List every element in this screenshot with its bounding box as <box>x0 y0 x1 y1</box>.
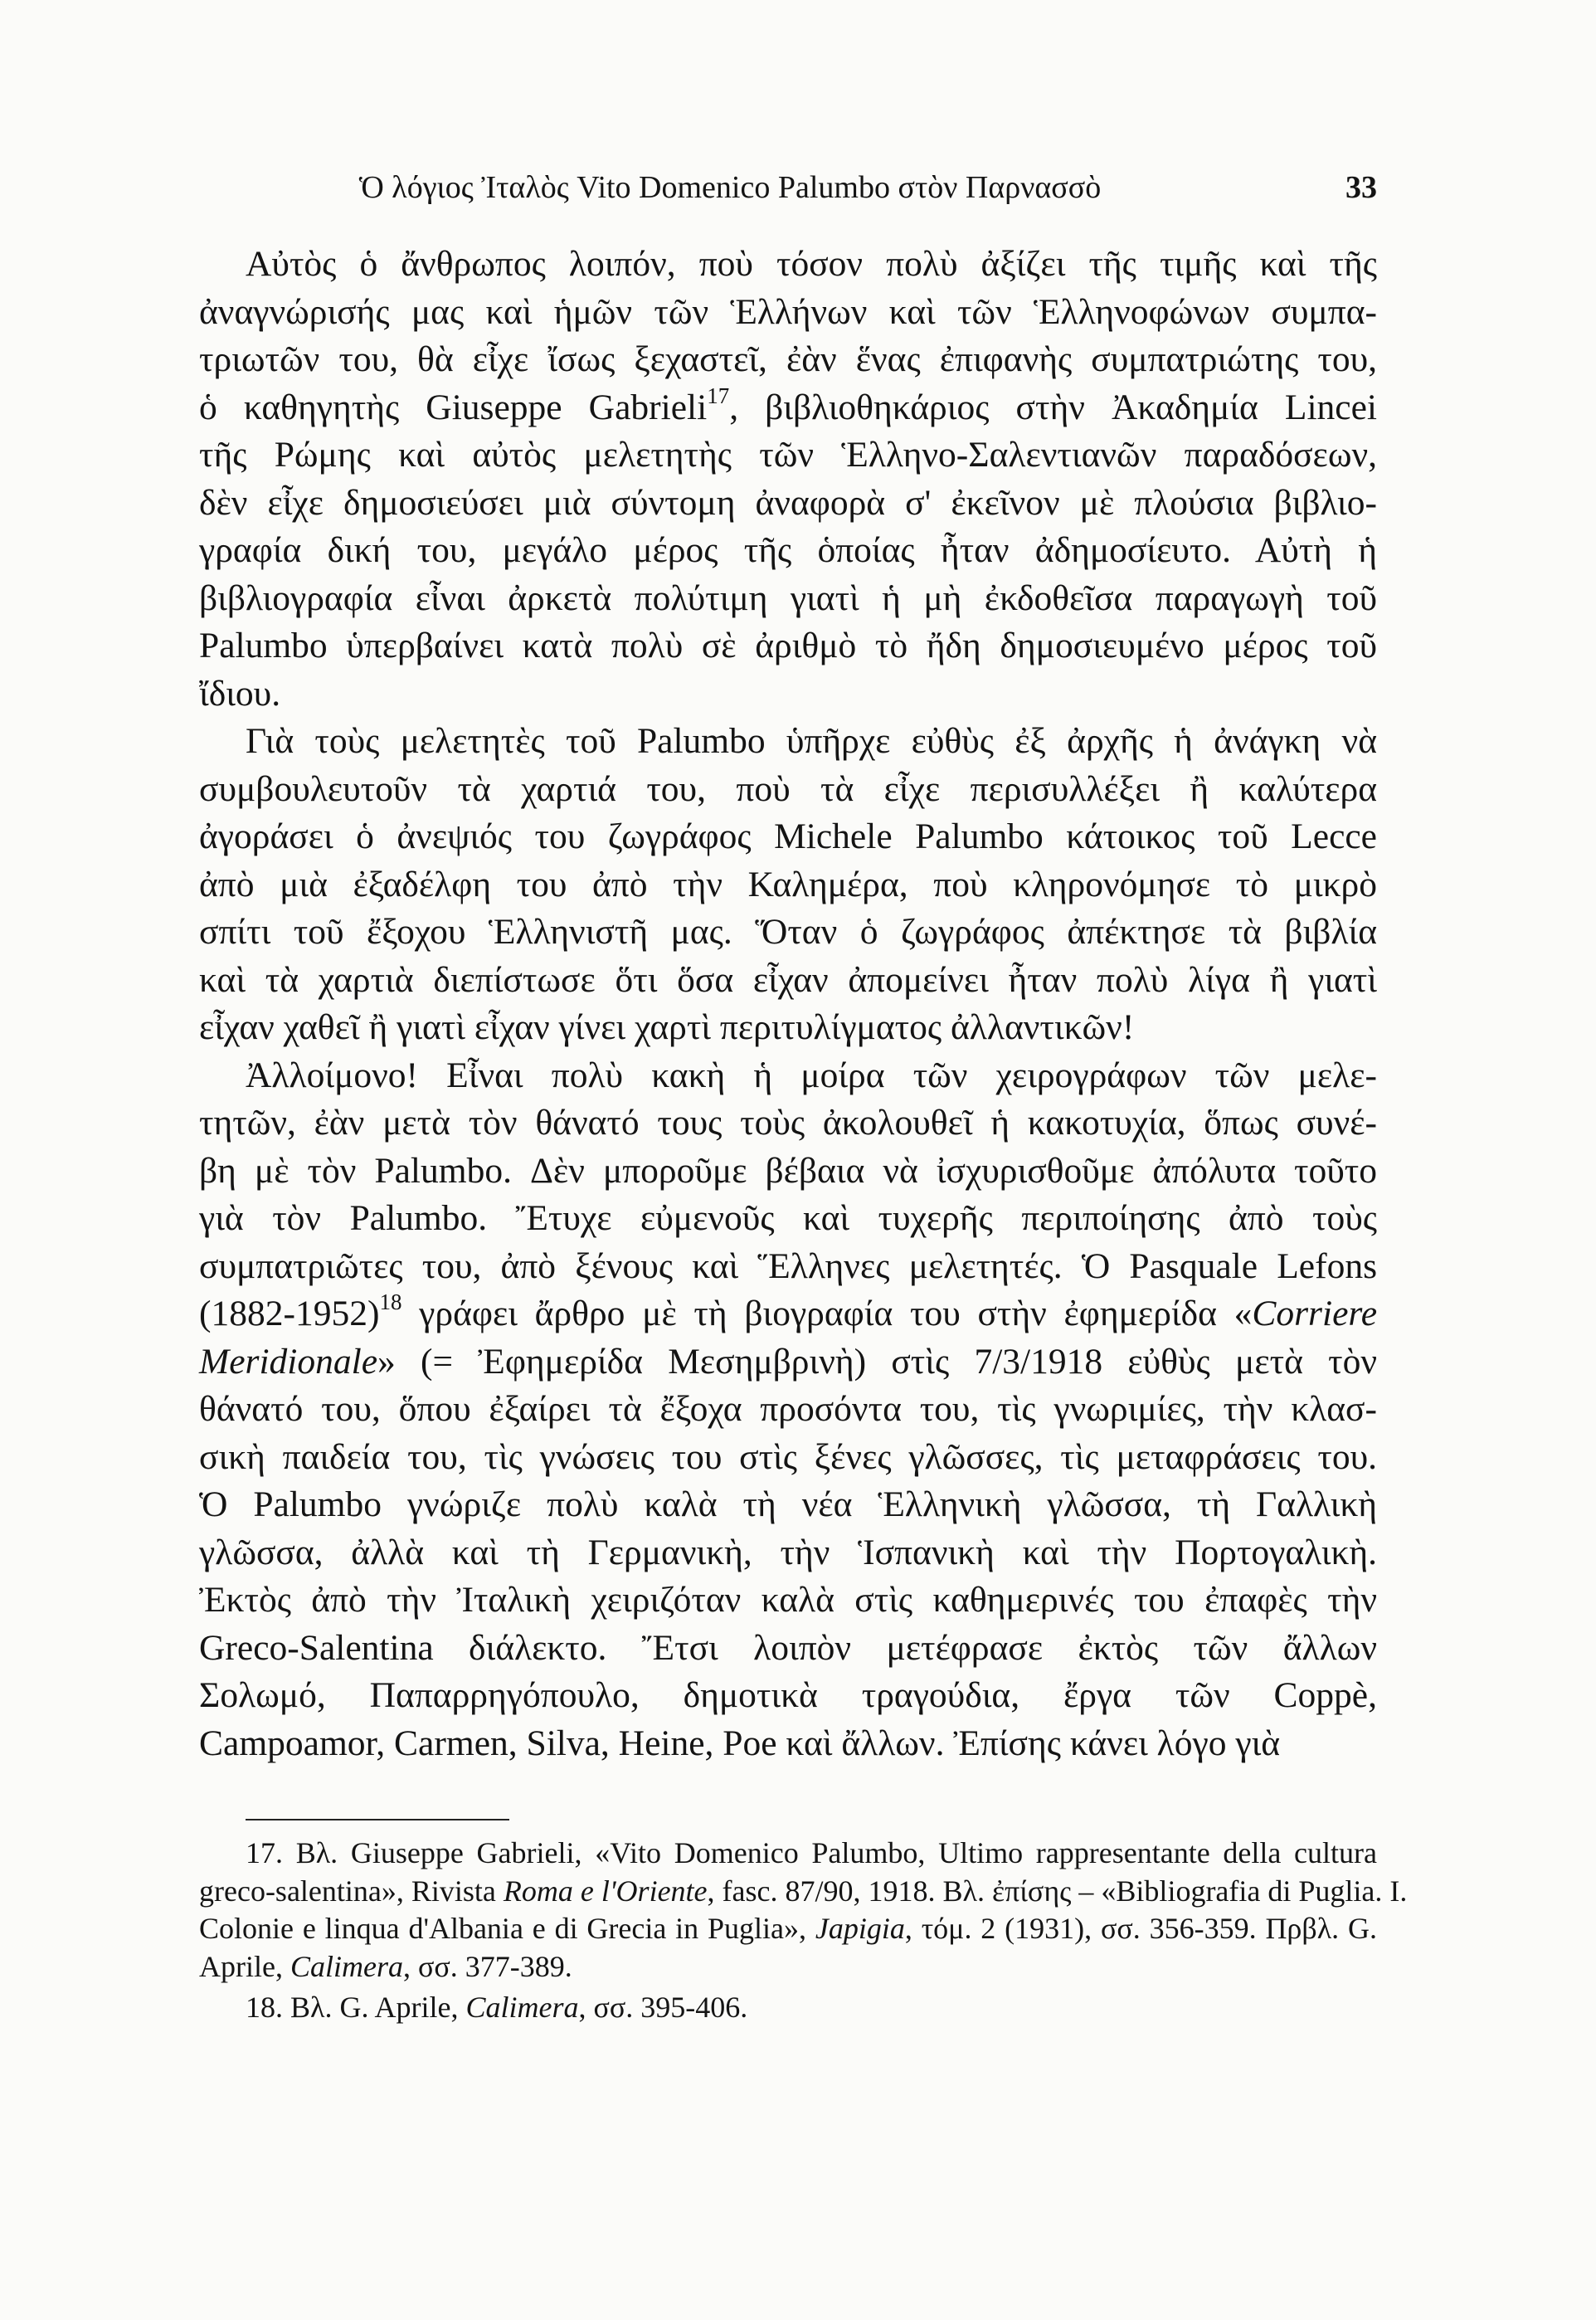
text-line: Ἀλλοίμονο! Εἶναι πολὺ κακὴ ἡ μοίρα τῶν χειρογράφων τῶν μελε- <box>246 1055 1377 1095</box>
text-line: ἴδιου. <box>199 673 281 714</box>
text-line: Palumbo ὑπερβαίνει κατὰ πολὺ σὲ ἀριθμὸ τὸ ἤδη δημοσιευμένο μέρος τοῦ <box>199 626 1377 665</box>
text-line: γραφία δική του, μεγάλο μέρος τῆς ὁποίας ἦταν ἀδημοσίευτο. Αὐτὴ ἡ <box>199 530 1377 570</box>
text-line: Γιὰ τοὺς μελετητὲς τοῦ Palumbo ὑπῆρχε εὐθὺς ἐξ ἀρχῆς ἡ ἀνάγκη νὰ <box>246 721 1377 761</box>
text-line: Ὁ Palumbo γνώριζε πολὺ καλὰ τὴ νέα Ἑλληνικὴ γλῶσσα, τὴ Γαλλικὴ <box>199 1484 1377 1524</box>
text-line: σπίτι τοῦ ἔξοχου Ἑλληνιστῆ μας. Ὅταν ὁ ζωγράφος ἀπέκτησε τὰ βιβλία <box>199 912 1377 952</box>
footnote-divider <box>246 1819 509 1820</box>
text-line: ὁ καθηγητὴς Giuseppe Gabrieli$^{17}$, βιβλιοθηκάριος στὴν Ἀκαδημία Lincei <box>199 383 1378 427</box>
running-title: Ὁ λόγιος Ἰταλὸς Vito Domenico Palumbo στὸν Παρνασσὸ <box>358 170 1102 205</box>
footnote-line: greco-salentina», Rivista Roma e l'Oriente, fasc. 87/90, 1918. Βλ. ἐπίσης – «Bibliografia di Puglia. I. <box>199 1874 1408 1908</box>
text-line: ἀναγνώρισής μας καὶ ἡμῶν τῶν Ἑλλήνων καὶ τῶν Ἑλληνοφώνων συμπα- <box>199 291 1377 332</box>
text-line: ἀπὸ μιὰ ἐξαδέλφη του ἀπὸ τὴν Καλημέρα, ποὺ κληρονόμησε τὸ μικρὸ <box>199 864 1377 904</box>
footnote-line: Colonie e linqua d'Albania e di Grecia in Puglia», Japigia, τόμ. 2 (1931), σσ. 356-359. Πρβλ. G. <box>199 1912 1378 1945</box>
text-line: γιὰ τὸν Palumbo. Ἔτυχε εὐμενοῦς καὶ τυχερῆς περιποίησης ἀπὸ τοὺς <box>199 1198 1377 1238</box>
text-line: (1882-1952)$^{18}$ γράφει ἄρθρο μὲ τὴ βιογραφία του στὴν ἐφημερίδα «Corriere <box>199 1289 1377 1333</box>
text-line: ἀγοράσει ὁ ἀνεψιός του ζωγράφος Michele Palumbo κάτοικος τοῦ Lecce <box>199 816 1377 856</box>
text-line: καὶ τὰ χαρτιὰ διεπίστωσε ὅτι ὅσα εἶχαν ἀπομείνει ἦταν πολὺ λίγα ἢ γιατὶ <box>199 959 1377 1000</box>
text-line: βη μὲ τὸν Palumbo. Δὲν μποροῦμε βέβαια νὰ ἰσχυρισθοῦμε ἀπόλυτα τοῦτο <box>199 1150 1377 1191</box>
main-text <box>199 241 1377 1767</box>
text-line: Αὐτὸς ὁ ἄνθρωπος λοιπόν, ποὺ τόσον πολὺ ἀξίζει τῆς τιμῆς καὶ τῆς <box>246 244 1377 284</box>
text-line: Meridionale» (= Ἐφημερίδα Μεσημβρινὴ) στὶς 7/3/1918 εὐθὺς μετὰ τὸν <box>199 1341 1377 1382</box>
text-line: βιβλιογραφία εἶναι ἀρκετὰ πολύτιμη γιατὶ ἡ μὴ ἐκδοθεῖσα παραγωγὴ τοῦ <box>199 578 1377 618</box>
running-header <box>199 163 1377 212</box>
footnote-line: Aprile, Calimera, σσ. 377-389. <box>199 1949 572 1983</box>
text-line: θάνατό του, ὅπου ἐξαίρει τὰ ἔξοχα προσόντα του, τὶς γνωριμίες, τὴν κλασ- <box>199 1389 1377 1429</box>
text-line: συμπατριῶτες του, ἀπὸ ξένους καὶ Ἕλληνες μελετητές. Ὁ Pasquale Lefons <box>199 1245 1377 1286</box>
text-line: Ἐκτὸς ἀπὸ τὴν Ἰταλικὴ χειριζόταν καλὰ στὶς καθημερινές του ἐπαφὲς τὴν <box>199 1580 1377 1620</box>
text-line: σικὴ παιδεία του, τὶς γνώσεις του στὶς ξένες γλῶσσες, τὶς μεταφράσεις του. <box>199 1436 1377 1477</box>
text-line: Σολωμό, Παπαρρηγόπουλο, δημοτικὰ τραγούδια, ἔργα τῶν Coppè, <box>199 1675 1377 1715</box>
footnote-line: 17. Βλ. Giuseppe Gabrieli, «Vito Domenico Palumbo, Ultimo rappresentante della cultura <box>246 1836 1377 1869</box>
text-line: εἶχαν χαθεῖ ἢ γιατὶ εἶχαν γίνει χαρτὶ περιτυλίγματος ἀλλαντικῶν! <box>199 1007 1135 1047</box>
text-line: συμβουλευτοῦν τὰ χαρτιά του, ποὺ τὰ εἶχε περισυλλέξει ἢ καλύτερα <box>199 768 1377 809</box>
text-line: τῆς Ρώμης καὶ αὐτὸς μελετητὴς τῶν Ἑλληνο-Σαλεντιανῶν παραδόσεων, <box>199 435 1377 475</box>
text-line: γλῶσσα, ἀλλὰ καὶ τὴ Γερμανικὴ, τὴν Ἱσπανικὴ καὶ τὴν Πορτογαλικὴ. <box>199 1532 1377 1572</box>
text-line: Campoamor, Carmen, Silva, Heine, Poe καὶ ἄλλων. Ἐπίσης κάνει λόγο γιὰ <box>199 1723 1281 1763</box>
footnotes <box>199 1835 1408 2027</box>
footnote-line: 18. Βλ. G. Aprile, Calimera, σσ. 395-406. <box>246 1991 748 2024</box>
text-line: τριωτῶν του, θὰ εἶχε ἴσως ξεχαστεῖ, ἐὰν ἕνας ἐπιφανὴς συμπατριώτης του, <box>199 339 1377 379</box>
text-line: δὲν εἶχε δημοσιεύσει μιὰ σύντομη ἀναφορὰ σ' ἐκεῖνον μὲ πλούσια βιβλιο- <box>199 482 1377 523</box>
text-line: τητῶν, ἐὰν μετὰ τὸν θάνατό τους τοὺς ἀκολουθεῖ ἡ κακοτυχία, ὅπως συνέ- <box>199 1103 1377 1143</box>
page-number: 33 <box>1345 170 1377 205</box>
text-line: Greco-Salentina διάλεκτο. Ἔτσι λοιπὸν μετέφρασε ἐκτὸς τῶν ἄλλων <box>199 1627 1377 1668</box>
